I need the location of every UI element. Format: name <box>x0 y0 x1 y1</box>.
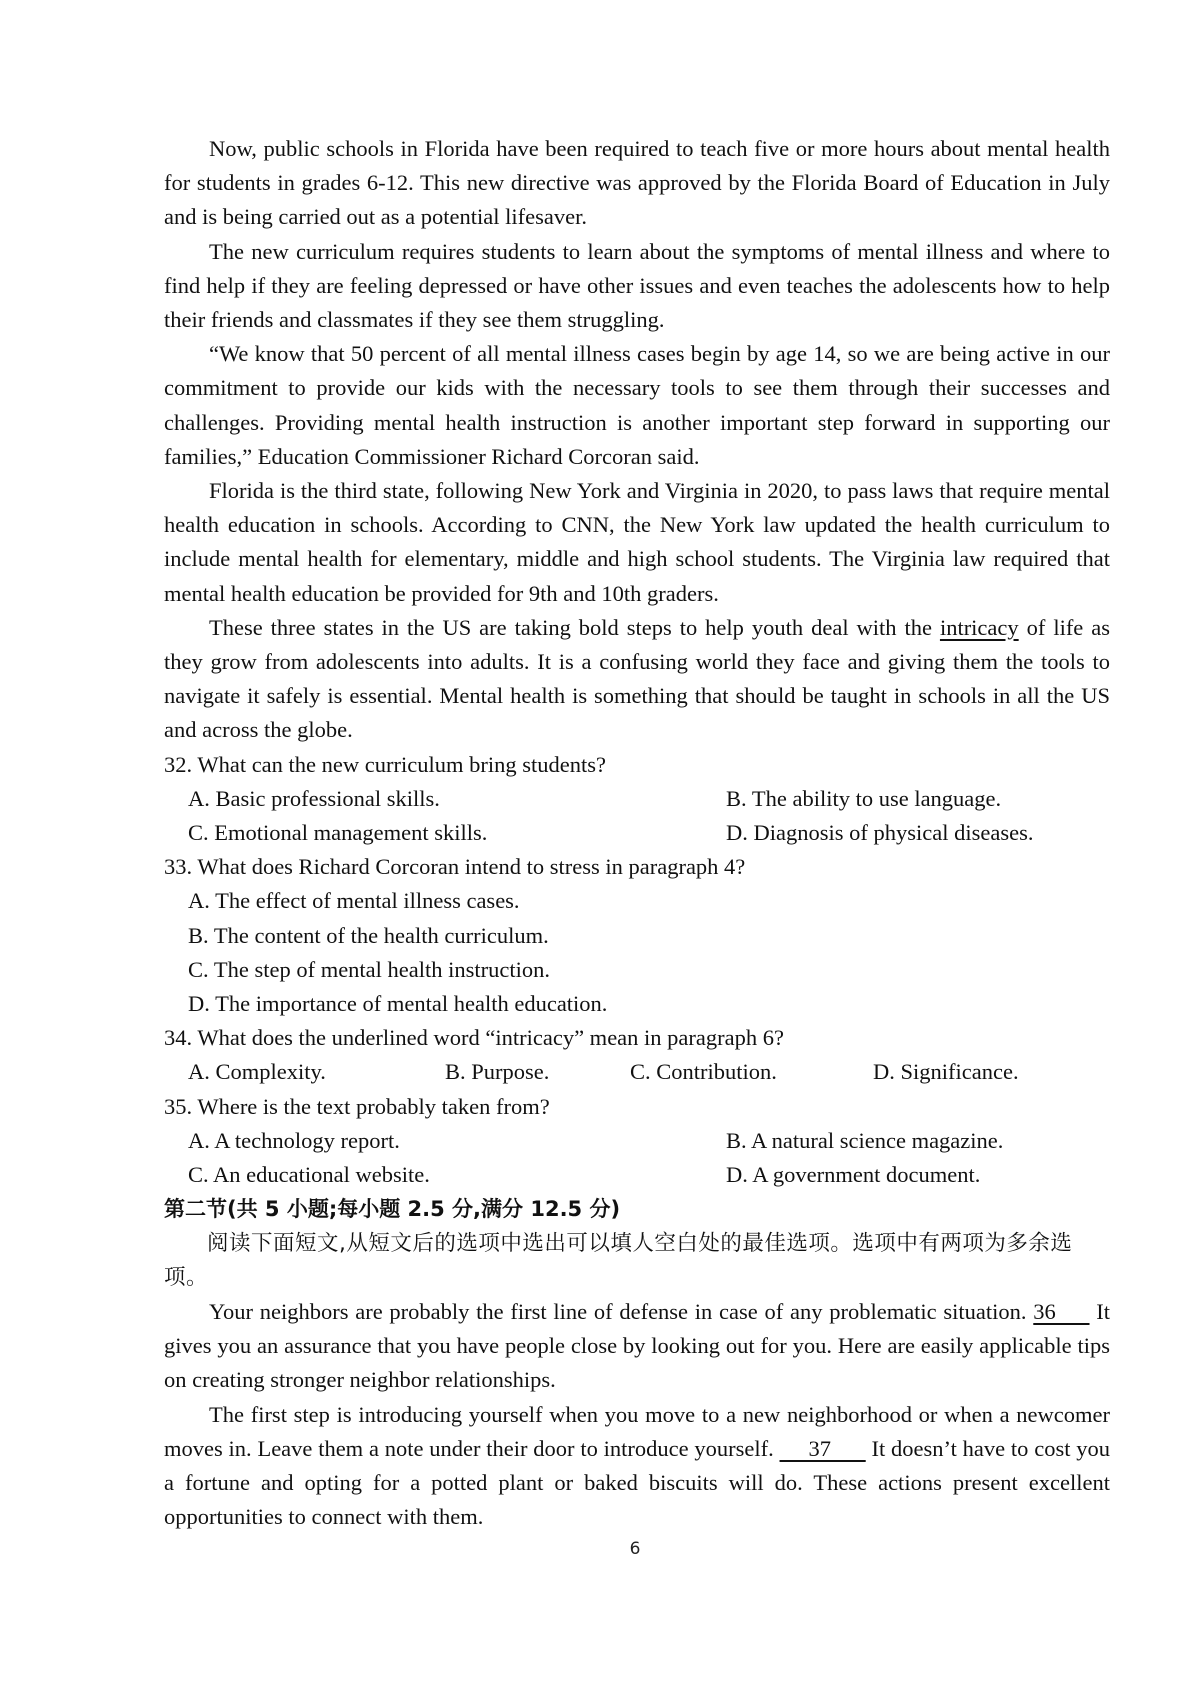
cloze-paragraph-2 <box>164 1398 1110 1535</box>
question-35-stem: 35. Where is the text probably taken from? <box>164 1093 550 1119</box>
option-a: A. Basic professional skills. <box>188 785 440 811</box>
cloze-paragraph-1-start: Your neighbors are probably the first line of defense in case of any problematic situation. <box>209 1298 1034 1324</box>
option-a: A. The effect of mental illness cases. <box>188 888 520 914</box>
question-33-stem: 33. What does Richard Corcoran intend to stress in paragraph 4? <box>164 854 746 880</box>
option-b: B. The ability to use language. <box>726 785 1002 811</box>
option-b: B. Purpose. <box>445 1059 550 1085</box>
option-c: C. An educational website. <box>188 1162 430 1188</box>
blank-36: 36 <box>1033 1298 1090 1324</box>
option-d: D. A government document. <box>726 1162 981 1188</box>
option-a: A. A technology report. <box>188 1127 400 1153</box>
cloze-paragraph-2-end: It doesn’t have to cost you a fortune and opting for a potted plant or baked biscuits will do. These actions present excellent opportunities to connect with them. <box>164 1435 1110 1530</box>
question-32-stem: 32. What can the new curriculum bring students? <box>164 751 606 777</box>
option-d: D. Diagnosis of physical diseases. <box>726 820 1034 846</box>
page-number: 6 <box>629 1539 641 1559</box>
option-c: C. The step of mental health instruction. <box>188 956 551 982</box>
question-35-options <box>164 1124 1110 1192</box>
cloze-paragraph-2-start: The first step is introducing yourself when you move to a new neighborhood or when a newcomer moves in. Leave them a note under their door to introduce yourself. <box>164 1401 1110 1461</box>
paragraph-5-text-start: These three states in the US are taking bold steps to help youth deal with the <box>209 614 940 640</box>
exam-page <box>164 132 1110 1534</box>
section-heading: 第二节(共 5 小题;每小题 2.5 分,满分 12.5 分) <box>164 1197 621 1222</box>
question-34-stem: 34. What does the underlined word “intricacy” mean in paragraph 6? <box>164 1025 784 1051</box>
cloze-paragraph-1 <box>164 1295 1110 1398</box>
passage-paragraph-4: Florida is the third state, following New York and Virginia in 2020, to pass laws that require mental health education in schools. According to CNN, the New York law updated the health curriculum to include mental health for elementary, middle and high school students. The Virginia law required that mental health education be provided for 9th and 10th graders. <box>164 478 1110 606</box>
option-d: D. Significance. <box>873 1059 1019 1085</box>
paragraph-5-text-end: of life as they grow from adolescents into adults. It is a confusing world they face and giving them the tools to navigate it safely is essential. Mental health is something that should be taught in schools in all the US and across the globe. <box>164 614 1110 743</box>
section-instruction: 阅读下面短文,从短文后的选项中选出可以填人空白处的最佳选项。选项中有两项为多余选项。 <box>164 1230 1073 1290</box>
passage-paragraph-2: The new curriculum requires students to learn about the symptoms of mental illness and where to find help if they are feeling depressed or have other issues and even teaches the adolescents how to help their friends and classmates if they see them struggling. <box>164 238 1110 333</box>
option-a: A. Complexity. <box>188 1059 326 1085</box>
passage-paragraph-3: “We know that 50 percent of all mental illness cases begin by age 14, so we are being active in our commitment to provide our kids with the necessary tools to see them through their successes and challenges. Providing mental health instruction is another important step forward in supporting our families,” Education Commissioner Richard Corcoran said. <box>164 341 1110 469</box>
cloze-paragraph-1-end: It gives you an assurance that you have people close by looking out for you. Here are easily applicable tips on creating stronger neighbor relationships. <box>164 1298 1111 1393</box>
blank-37: 37 <box>779 1435 866 1461</box>
option-c: C. Emotional management skills. <box>188 820 488 846</box>
passage-paragraph-1: Now, public schools in Florida have been required to teach five or more hours about mental health for students in grades 6-12. This new directive was approved by the Florida Board of Education in July and is being carried out as a potential lifesaver. <box>164 136 1110 230</box>
underlined-word: intricacy <box>939 614 1019 640</box>
option-d: D. The importance of mental health education. <box>188 991 608 1017</box>
option-c: C. Contribution. <box>630 1059 777 1085</box>
question-32-options <box>164 782 1110 850</box>
passage-paragraph-5 <box>164 611 1110 748</box>
option-b: B. A natural science magazine. <box>726 1127 1004 1153</box>
question-34-options <box>164 1055 1110 1089</box>
option-b: B. The content of the health curriculum. <box>188 922 549 948</box>
question-33-options <box>164 884 1110 1021</box>
